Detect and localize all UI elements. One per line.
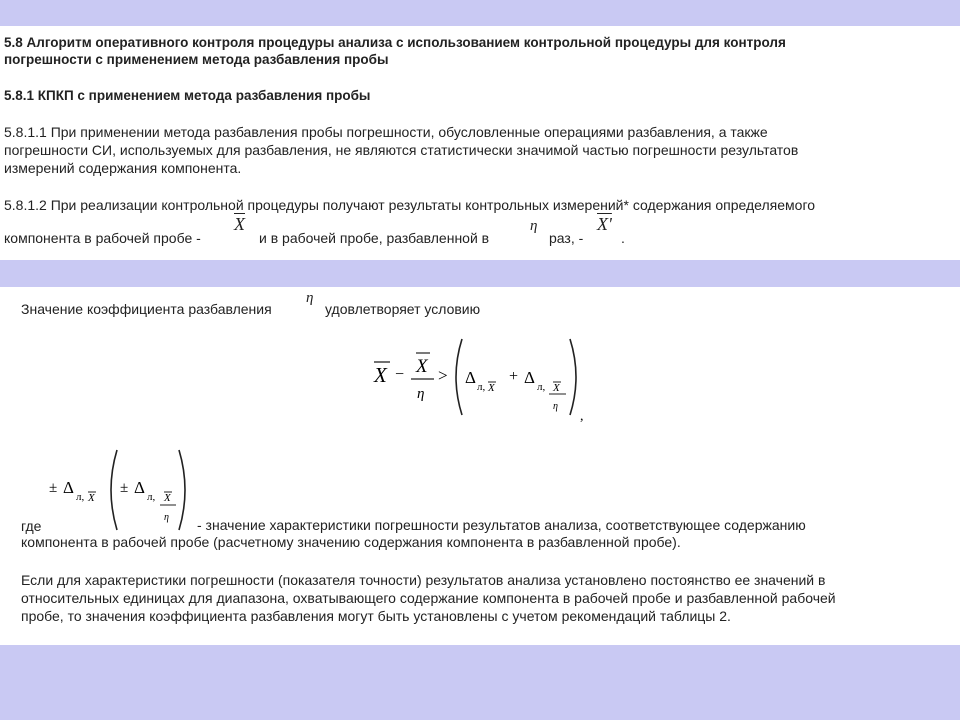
svg-text:Δ: Δ <box>63 478 74 497</box>
svg-text:η: η <box>553 401 558 412</box>
where-label: где <box>21 518 42 534</box>
delta-term-1: Δ <box>465 368 476 387</box>
x-symbol: $\overline{X}$ <box>234 214 245 234</box>
where-line-2: компонента в рабочей пробе (расчетному значению содержания компонента в разбавленной пробе). <box>21 534 681 550</box>
svg-text:η: η <box>164 512 169 523</box>
paragraph-2-line-1: 5.8.1.2 При реализации контрольной процедуры получают результаты контрольных измерений* содержания определяемого <box>4 197 816 213</box>
formula-gt: > <box>438 366 448 385</box>
paragraph-2-line-2c: раз, - <box>549 230 584 246</box>
x-prime-symbol: X' <box>597 214 612 234</box>
section-heading-cont: погрешности с применением метода разбавления пробы <box>4 52 389 67</box>
formula-frac-num: X <box>416 356 428 377</box>
closing-paragraph-line-1: Если для характеристики погрешности (показателя точности) результатов анализа установлено постоянство ее значений в <box>21 572 826 588</box>
formula-comma: , <box>580 409 584 424</box>
eta-symbol: η <box>530 218 538 234</box>
where-line-1: - значение характеристики погрешности результатов анализа, соответствующее содержанию <box>197 517 806 533</box>
svg-text:X: X <box>553 382 560 394</box>
closing-paragraph-line-2: относительных единицах для диапазона, охватывающего содержание компонента в рабочей пробе и разбавленной рабочей <box>21 590 836 606</box>
subsection-heading: 5.8.1 КПКП с применением метода разбавления пробы <box>4 88 371 103</box>
paragraph-2-line-2b: и в рабочей пробе, разбавленной в <box>259 230 490 246</box>
formula-x: X <box>374 363 387 387</box>
svg-text:X: X <box>488 382 495 394</box>
closing-paragraph-line-3: пробе, то значения коэффициента разбавления могут быть установлены с учетом рекомендаций таблицы 2. <box>21 608 731 624</box>
coefficient-text-a: Значение коэффициента разбавления <box>21 301 272 317</box>
paragraph-1-line-3: измерений содержания компонента. <box>4 160 242 176</box>
formula-frac-den: η <box>417 386 425 402</box>
formula-minus: − <box>395 366 405 383</box>
svg-text:л,: л, <box>147 491 156 503</box>
paragraph-2-line-2a: компонента в рабочей пробе - <box>4 230 201 246</box>
section-panel-bottom <box>0 287 960 645</box>
formula-plus: + <box>509 368 519 385</box>
section-panel-top <box>0 26 960 260</box>
svg-text:X: X <box>164 492 171 504</box>
section-heading: 5.8 Алгоритм оперативного контроля процедуры анализа с использованием контрольной процедуры для контроля <box>4 35 786 50</box>
paragraph-2-period: . <box>621 230 625 246</box>
paragraph-1-line-1: 5.8.1.1 При применении метода разбавления пробы погрешности, обусловленные операциями разбавления, а также <box>4 124 768 140</box>
svg-text:л,: л, <box>477 381 486 393</box>
svg-text:л,: л, <box>537 381 546 393</box>
svg-text:±: ± <box>49 480 58 496</box>
eta-symbol: η <box>306 290 314 306</box>
svg-text:л,: л, <box>76 491 85 503</box>
svg-text:±: ± <box>120 480 129 496</box>
svg-text:Δ: Δ <box>134 478 145 497</box>
delta-term-2: Δ <box>524 368 535 387</box>
paragraph-1-line-2: погрешности СИ, используемых для разбавления, не являются статистически значимой частью погрешности результатов <box>4 142 799 158</box>
coefficient-text-b: удовлетворяет условию <box>325 301 481 317</box>
svg-text:X: X <box>88 492 95 504</box>
